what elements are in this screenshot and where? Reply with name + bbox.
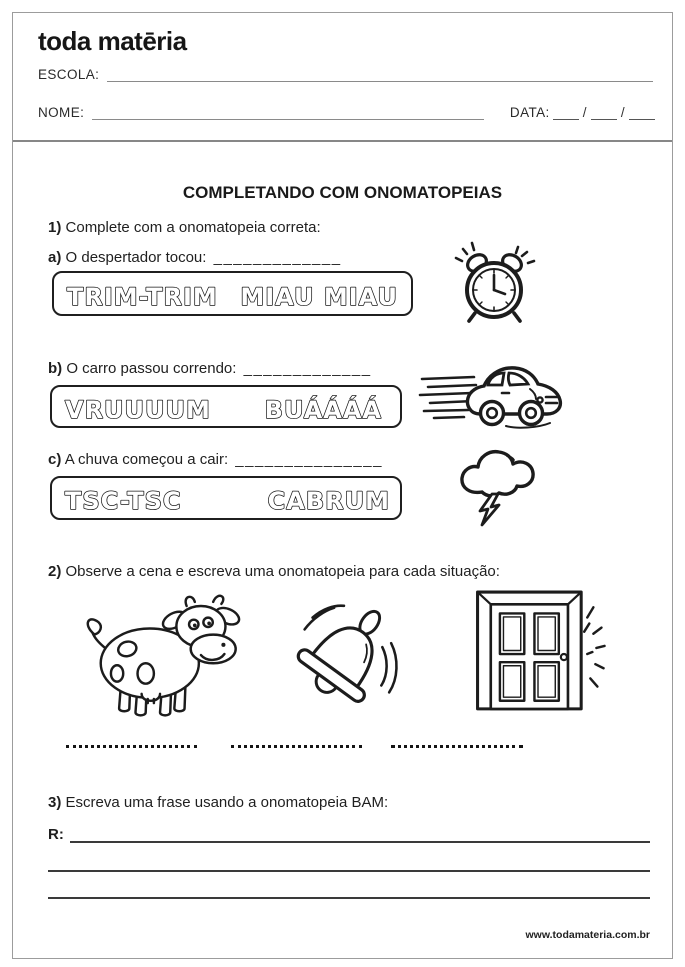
item-b-blank[interactable]: _____________ [243,360,372,377]
date-label: DATA: [509,105,550,120]
school-input-line[interactable] [107,65,653,82]
item-b-options-box [50,385,402,428]
item-b-prompt: O carro passou correndo: [66,360,237,377]
question-2 [48,563,500,580]
answer-line-3[interactable] [48,883,650,899]
cow-illustration [68,587,250,719]
school-row [38,62,653,82]
name-label: NOME: [38,105,85,120]
speeding-car-icon [418,355,568,431]
footer-url: www.todamateria.com.br [525,929,650,941]
answer-label: R: [48,826,64,843]
school-label: ESCOLA: [38,67,100,82]
item-c-prompt: A chuva começou a cair: [64,451,229,468]
storm-cloud-icon [452,444,540,528]
date-slash: / [620,105,625,120]
item-c-blank[interactable]: _______________ [235,451,383,468]
question-2-prompt: Observe a cena e escreva uma onomatopeia para cada situação: [65,563,500,580]
item-c-options-box [50,476,402,520]
item-c-letter: c) [48,451,62,468]
item-a-letter: a) [48,249,62,266]
item-c [48,451,383,468]
question-3-prompt: Escreva uma frase usando a onomatopeia BAM: [65,794,389,811]
scene-answer-line-3[interactable] [391,741,523,748]
item-a-prompt: O despertador tocou: [65,249,207,266]
answer-line-1[interactable] [70,827,650,843]
answer-line-2[interactable] [48,856,650,872]
alarm-clock-icon [447,239,542,327]
item-a-options-box [52,271,413,316]
item-a-blank[interactable]: _____________ [213,249,342,266]
date-year-line[interactable] [629,103,655,120]
item-b-letter: b) [48,360,63,377]
date-day-line[interactable] [553,103,579,120]
question-1-prompt: Complete com a onomatopeia correta: [65,219,321,236]
question-2-number: 2) [48,563,62,580]
item-b [48,360,372,377]
option-word[interactable]: VRUUUUM [65,396,211,424]
option-word[interactable]: MIAU MIAU [240,283,398,311]
name-date-row [38,100,658,120]
name-input-line[interactable] [92,103,484,120]
worksheet-title: COMPLETANDO COM ONOMATOPEIAS [182,183,503,202]
question-1 [48,219,321,236]
door-knock-illustration [468,587,608,715]
option-word[interactable]: CABRUM [267,487,390,515]
answer-row [48,823,650,843]
option-word[interactable]: TSC-TSC [65,487,182,515]
option-word[interactable]: TRIM-TRIM [67,283,218,311]
ringing-bell-illustration [283,599,401,711]
item-a [48,249,342,266]
question-3 [48,794,388,811]
question-1-number: 1) [48,219,62,236]
scene-answer-line-2[interactable] [231,741,362,748]
brand-logo: toda matēria [38,26,187,56]
date-month-line[interactable] [591,103,617,120]
scene-answer-line-1[interactable] [66,741,197,748]
header-divider [13,140,672,142]
date-slash: / [582,105,587,120]
option-word[interactable]: BUÁÁÁÁ [264,396,382,424]
question-3-number: 3) [48,794,62,811]
